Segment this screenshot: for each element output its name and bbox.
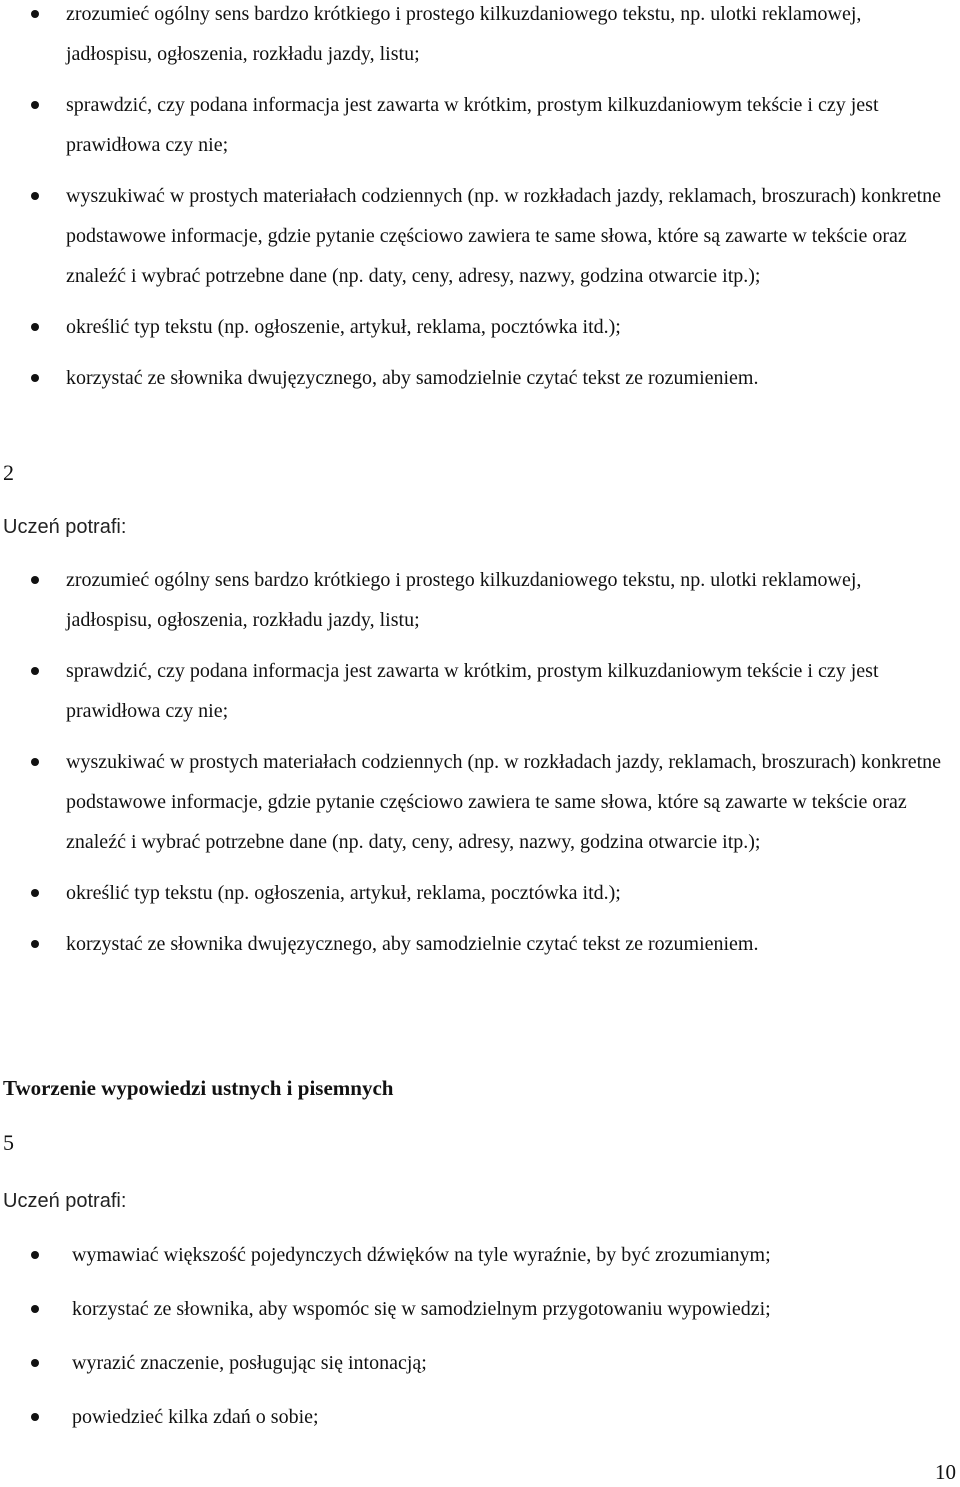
list-item [0, 560, 950, 640]
list-item-text: powiedzieć kilka zdań o sobie; [72, 1406, 319, 1428]
bullet-icon [31, 323, 39, 331]
skills-list-top [0, 0, 950, 398]
list-item [0, 873, 950, 913]
list-item [0, 1397, 950, 1437]
section-heading: Tworzenie wypowiedzi ustnych i pisemnych [3, 1076, 394, 1100]
list-item-text: wymawiać większość pojedynczych dźwięków na tyle wyraźnie, by być zrozumianym; [72, 1244, 771, 1266]
list-item-text: zrozumieć ogólny sens bardzo krótkiego i prostego kilkuzdaniowego tekstu, np. ulotki reklamowej, jadłospisu, ogłoszenia, rozkładu jazdy, listu; [66, 3, 862, 65]
skills-list-grade-2 [0, 560, 950, 964]
list-item [0, 176, 950, 296]
bullet-icon [31, 667, 39, 675]
list-item-text: wyszukiwać w prostych materiałach codziennych (np. w rozkładach jazdy, reklamach, broszurach) konkretne podstawowe informacje, gdzie pytanie częściowo zawiera te same słowa, które są zawarte w tekście oraz znaleźć i wybrać potrzebne dane (np. daty, ceny, adresy, nazwy, godzina otwarcie itp.); [66, 751, 941, 853]
grade-number: 5 [3, 1130, 14, 1155]
bullet-icon [31, 758, 39, 766]
bullet-icon [31, 1305, 39, 1313]
page-number: 10 [935, 1460, 956, 1484]
list-item [0, 358, 950, 398]
list-item-text: zrozumieć ogólny sens bardzo krótkiego i prostego kilkuzdaniowego tekstu, np. ulotki reklamowej, jadłospisu, ogłoszenia, rozkładu jazdy, listu; [66, 569, 862, 631]
list-item-text: wyrazić znaczenie, posługując się intonacją; [72, 1352, 427, 1374]
list-item-text: sprawdzić, czy podana informacja jest zawarta w krótkim, prostym kilkuzdaniowym tekście i czy jest prawidłowa czy nie; [66, 94, 879, 156]
section-label: Uczeń potrafi: [3, 1190, 127, 1212]
list-item [0, 1343, 950, 1383]
list-item [0, 1235, 950, 1275]
bullet-icon [31, 1413, 39, 1421]
list-item [0, 924, 950, 964]
list-item-text: korzystać ze słownika, aby wspomóc się w samodzielnym przygotowaniu wypowiedzi; [72, 1298, 771, 1320]
list-item [0, 307, 950, 347]
skills-list-speaking [0, 1235, 950, 1437]
bullet-icon [31, 940, 39, 948]
bullet-icon [31, 101, 39, 109]
grade-number: 2 [3, 460, 14, 485]
section-label: Uczeń potrafi: [3, 516, 127, 538]
bullet-icon [31, 10, 39, 18]
list-item [0, 85, 950, 165]
bullet-icon [31, 374, 39, 382]
bullet-icon [31, 1359, 39, 1367]
list-item-text: określić typ tekstu (np. ogłoszenia, artykuł, reklama, pocztówka itd.); [66, 882, 621, 904]
list-item [0, 1289, 950, 1329]
bullet-icon [31, 1251, 39, 1259]
bullet-icon [31, 576, 39, 584]
list-item [0, 0, 950, 74]
list-item [0, 742, 950, 862]
bullet-icon [31, 192, 39, 200]
bullet-icon [31, 889, 39, 897]
list-item-text: sprawdzić, czy podana informacja jest zawarta w krótkim, prostym kilkuzdaniowym tekście i czy jest prawidłowa czy nie; [66, 660, 879, 722]
list-item-text: korzystać ze słownika dwujęzycznego, aby samodzielnie czytać tekst ze rozumieniem. [66, 933, 759, 955]
list-item-text: określić typ tekstu (np. ogłoszenie, artykuł, reklama, pocztówka itd.); [66, 316, 621, 338]
list-item-text: korzystać ze słownika dwujęzycznego, aby samodzielnie czytać tekst ze rozumieniem. [66, 367, 759, 389]
list-item-text: wyszukiwać w prostych materiałach codziennych (np. w rozkładach jazdy, reklamach, broszurach) konkretne podstawowe informacje, gdzie pytanie częściowo zawiera te same słowa, które są zawarte w tekście oraz znaleźć i wybrać potrzebne dane (np. daty, ceny, adresy, nazwy, godzina otwarcie itp.); [66, 185, 941, 287]
list-item [0, 651, 950, 731]
